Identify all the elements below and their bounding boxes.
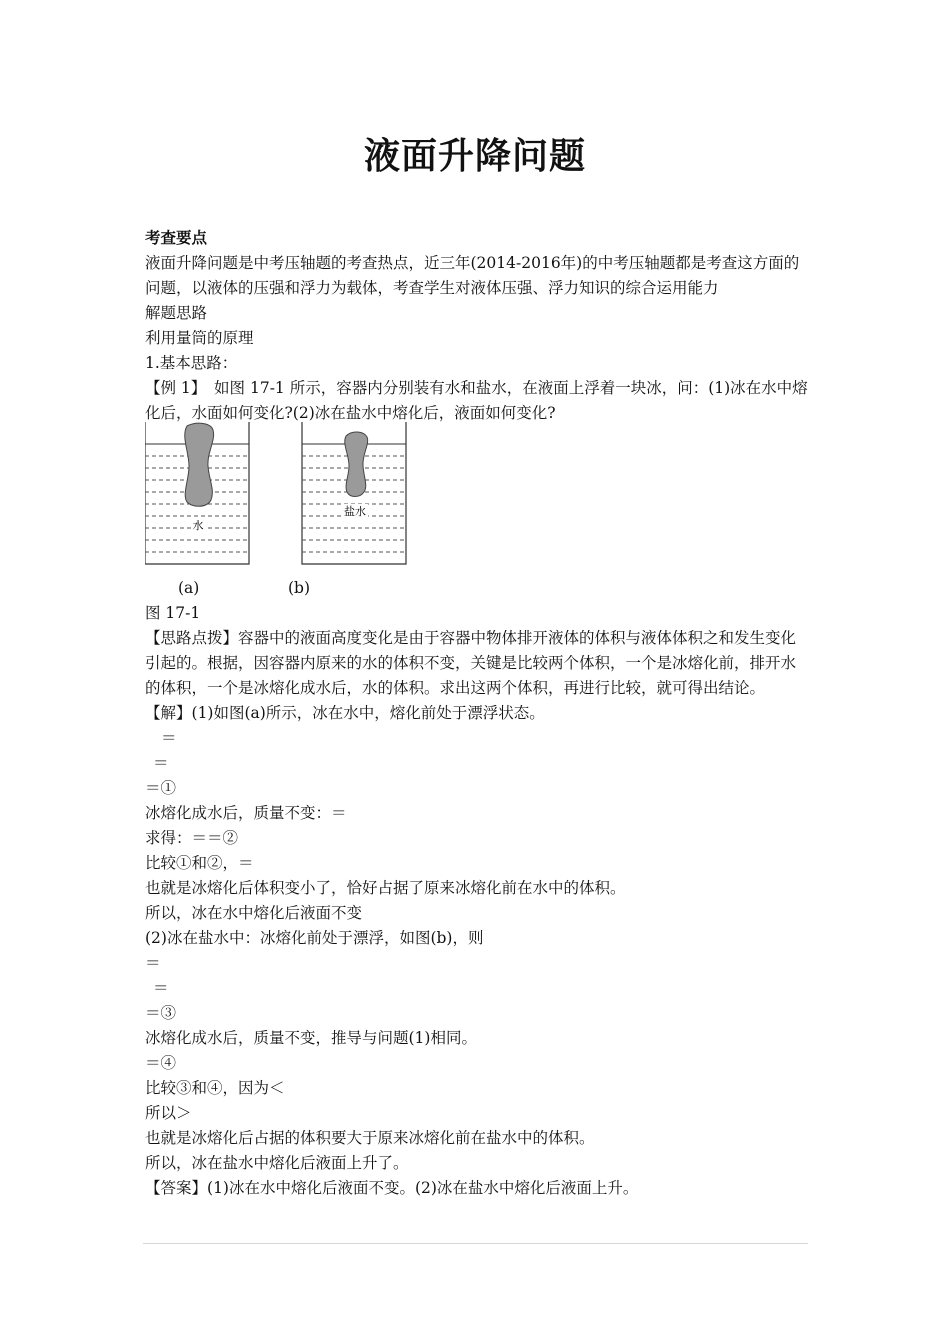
figure-caption: 图 17-1 xyxy=(145,604,201,622)
answer-paragraph xyxy=(145,1176,810,1201)
intro-paragraph: 液面升降问题是中考压轴题的考查热点，近三年(2014-2016年)的中考压轴题都是考查这方面的问题，以液体的压强和浮力为载体，考查学生对液体压强、浮力知识的综合运用能力 xyxy=(145,254,800,297)
hint-paragraph xyxy=(145,626,810,701)
hint-label: 【思路点拨】 xyxy=(145,629,239,647)
ice-block-b xyxy=(345,432,368,497)
example-label: 【例 1】 xyxy=(145,379,199,397)
solution-line: ＝④ xyxy=(145,1054,177,1072)
container-b xyxy=(302,422,406,564)
caption-a: (a) xyxy=(178,579,200,597)
solution-line: 也就是冰熔化后占据的体积要大于原来冰熔化前在盐水中的体积。 xyxy=(145,1129,595,1147)
method-heading: 解题思路 xyxy=(145,304,208,322)
solution-line: (2)冰在盐水中：冰熔化前处于漂浮，如图(b)，则 xyxy=(145,929,484,947)
solution-line: 【解】(1)如图(a)所示，冰在水中，熔化前处于漂浮状态。 xyxy=(145,704,545,722)
solution-line: ＝ xyxy=(153,754,169,772)
solution-line: ＝① xyxy=(145,779,177,797)
hint-text: 容器中的液面高度变化是由于容器中物体排开液体的体积与液体体积之和发生变化引起的。根据，因容器内原来的水的体积不变，关键是比较两个体积，一个是冰熔化前，排开水的体积，一个是冰熔化成水后，水的体积。求出这两个体积，再进行比较，就可得出结论。 xyxy=(145,629,797,697)
solution-line: 冰熔化成水后，质量不变：＝ xyxy=(145,804,347,822)
figure-diagram xyxy=(145,422,425,572)
ice-block-a xyxy=(185,423,214,506)
solution-line: ＝ xyxy=(145,954,161,972)
answer-text: (1)冰在水中熔化后液面不变。(2)冰在盐水中熔化后液面上升。 xyxy=(207,1179,639,1197)
solution-label: 【解】 xyxy=(145,704,192,722)
solution-line: ＝③ xyxy=(145,1004,177,1022)
label-water: 水 xyxy=(192,519,204,532)
solution-line: 冰熔化成水后，质量不变，推导与问题(1)相同。 xyxy=(145,1029,477,1047)
solution-line: ＝ xyxy=(153,979,169,997)
document-body xyxy=(145,226,810,1201)
solution-line: ＝ xyxy=(161,729,177,747)
container-a xyxy=(145,422,249,564)
caption-b: (b) xyxy=(288,579,311,597)
basic-idea: 1.基本思路： xyxy=(145,354,238,372)
footer-divider xyxy=(143,1243,808,1244)
page-title: 液面升降问题 xyxy=(363,136,586,177)
solution-line: 比较③和④，因为＜ xyxy=(145,1079,285,1097)
method-line: 利用量筒的原理 xyxy=(145,329,254,347)
solution-line: 比较①和②，＝ xyxy=(145,854,254,872)
example-text: 如图 17-1 所示，容器内分别装有水和盐水，在液面上浮着一块冰，问：(1)冰在水中熔化后，水面如何变化?(2)冰在盐水中熔化后，液面如何变化? xyxy=(145,379,808,422)
figure-subcaptions xyxy=(145,576,810,601)
solution-line: 所以，冰在盐水中熔化后液面上升了。 xyxy=(145,1154,409,1172)
solution-line: 所以，冰在水中熔化后液面不变 xyxy=(145,904,363,922)
solution-line: 求得：＝＝② xyxy=(145,829,239,847)
answer-label: 【答案】 xyxy=(145,1179,208,1197)
solution-line: 也就是冰熔化后体积变小了，恰好占据了原来冰熔化前在水中的体积。 xyxy=(145,879,626,897)
solution-line: 所以＞ xyxy=(145,1104,192,1122)
figure-17-1 xyxy=(145,426,810,576)
label-salt-water: 盐水 xyxy=(344,505,366,518)
example-paragraph xyxy=(145,376,810,426)
section-heading: 考查要点 xyxy=(145,229,208,247)
